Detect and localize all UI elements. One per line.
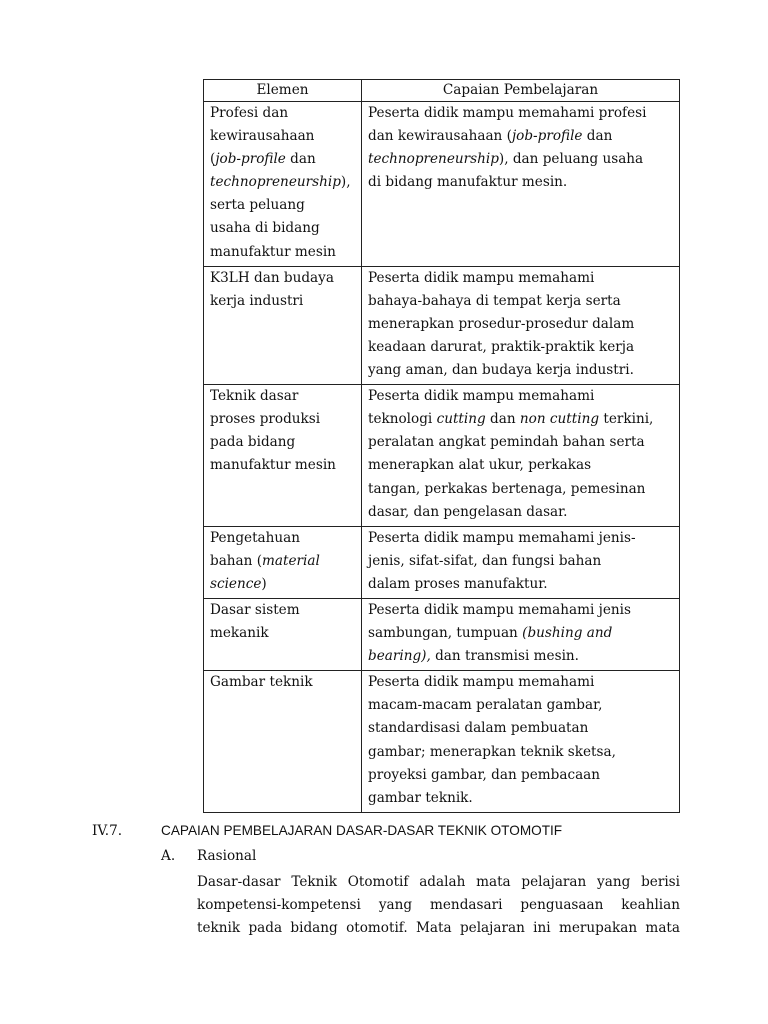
cell-elemen: Gambar teknik — [204, 671, 362, 813]
cell-elemen: Teknik dasar proses produksi pada bidang manufaktur mesin — [204, 385, 362, 527]
table-row — [204, 671, 680, 813]
subsection-letter: A. — [161, 848, 176, 864]
paragraph-line: teknik pada bidang otomotif. Mata pelajaran ini merupakan mata — [197, 920, 680, 937]
subsection-title: Rasional — [197, 848, 257, 864]
cell-elemen: K3LH dan budaya kerja industri — [204, 266, 362, 384]
rasional-paragraph — [197, 871, 680, 941]
cell-capaian: Peserta didik mampu memahami bahaya-bahaya di tempat kerja serta menerapkan prosedur-prosedur dalam keadaan darurat, praktik-praktik kerja yang aman, dan budaya kerja industri. — [362, 266, 680, 384]
cell-capaian: Peserta didik mampu memahami jenis- jenis, sifat-sifat, dan fungsi bahan dalam proses manufaktur. — [362, 526, 680, 598]
section-title: CAPAIAN PEMBELAJARAN DASAR-DASAR TEKNIK OTOMOTIF — [161, 823, 563, 838]
cell-elemen: Pengetahuan bahan (material science) — [204, 526, 362, 598]
table-row — [204, 385, 680, 527]
paragraph-line: Dasar-dasar Teknik Otomotif adalah mata pelajaran yang berisi — [197, 874, 680, 890]
capaian-table — [203, 79, 680, 813]
header-elemen: Elemen — [204, 80, 362, 102]
header-capaian: Capaian Pembelajaran — [362, 80, 680, 102]
table-row — [204, 266, 680, 384]
paragraph-line: kompetensi-kompetensi yang mendasari penguasaan keahlian — [197, 897, 680, 914]
table-header-row — [204, 80, 680, 102]
cell-capaian: Peserta didik mampu memahami jenis sambungan, tumpuan (bushing and bearing), dan transmisi mesin. — [362, 598, 680, 670]
cell-capaian: Peserta didik mampu memahami profesi dan kewirausahaan (job-profile dan technopreneurship), dan peluang usaha di bidang manufaktur mesin. — [362, 102, 680, 267]
section-number: IV.7. — [92, 823, 123, 839]
cell-capaian: Peserta didik mampu memahami teknologi cutting dan non cutting terkini, peralatan angkat pemindah bahan serta menerapkan alat ukur, perkakas tangan, perkakas bertenaga, pemesinan dasar, dan pengelasan dasar. — [362, 385, 680, 527]
table-row — [204, 102, 680, 267]
table-row — [204, 526, 680, 598]
cell-elemen: Dasar sistem mekanik — [204, 598, 362, 670]
cell-elemen: Profesi dan kewirausahaan (job-profile dan technopreneurship), serta peluang usaha di bidang manufaktur mesin — [204, 102, 362, 267]
table-row — [204, 598, 680, 670]
cell-capaian: Peserta didik mampu memahami macam-macam peralatan gambar, standardisasi dalam pembuatan gambar; menerapkan teknik sketsa, proyeksi gambar, dan pembacaan gambar teknik. — [362, 671, 680, 813]
